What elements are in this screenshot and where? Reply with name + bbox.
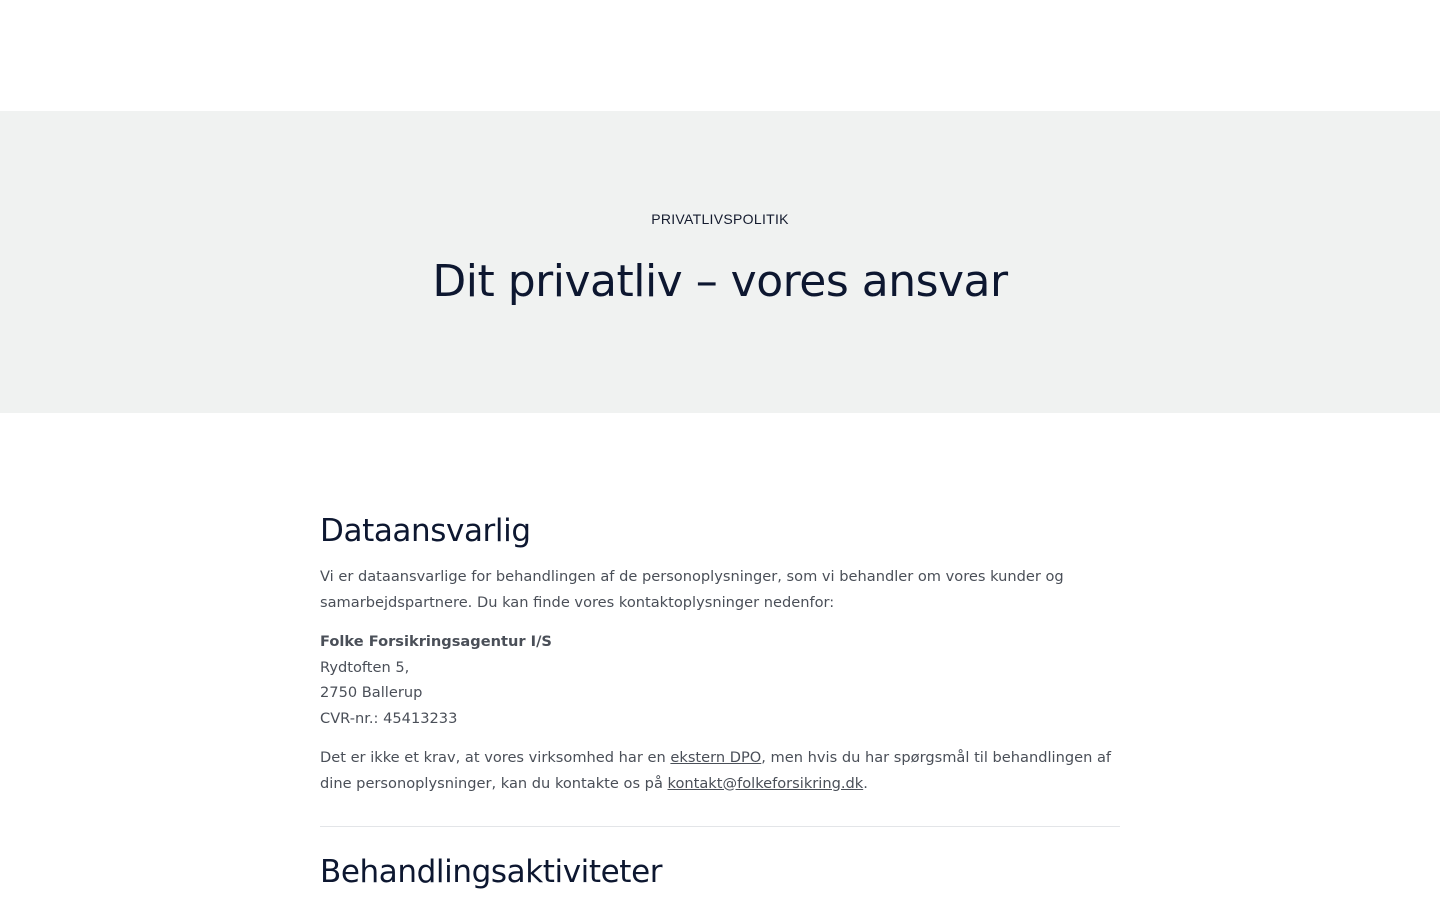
contact-email-link[interactable]: kontakt@folkeforsikring.dk	[667, 774, 864, 792]
external-dpo-link[interactable]: ekstern DPO	[670, 749, 762, 766]
dpo-paragraph	[320, 745, 1120, 796]
site-header	[0, 0, 1440, 111]
controller-intro: Vi er dataansvarlige for behandlingen af de personoplysninger, som vi behandler om vores kunder og samarbejdspartnere. Du kan finde vores kontaktoplysninger nedenfor:	[320, 568, 1064, 611]
section-divider	[320, 826, 1120, 827]
company-address	[320, 629, 1120, 731]
dpo-text-before: Det er ikke et krav, at vores virksomhed har en	[320, 749, 671, 766]
section-title-dataansvarlig: Dataansvarlig	[320, 513, 531, 549]
hero-banner	[0, 111, 1440, 413]
dpo-text-after: .	[863, 774, 868, 792]
main-content	[320, 508, 1120, 895]
dpo-text-middle: , men hvis du har spørgsmål til behandlingen af dine personoplysninger, kan du kontakte os på	[320, 749, 1112, 792]
address-city: 2750 Ballerup	[320, 684, 423, 701]
section-title-behandlingsaktiviteter: Behandlingsaktiviteter	[320, 854, 663, 890]
address-street: Rydtoften 5,	[320, 658, 410, 676]
page-title: Dit privatliv – vores ansvar	[432, 256, 1008, 307]
company-name: Folke Forsikringsagentur I/S	[320, 633, 552, 650]
hero-eyebrow: PRIVATLIVSPOLITIK	[651, 211, 789, 227]
company-cvr: CVR-nr.: 45413233	[320, 709, 458, 727]
